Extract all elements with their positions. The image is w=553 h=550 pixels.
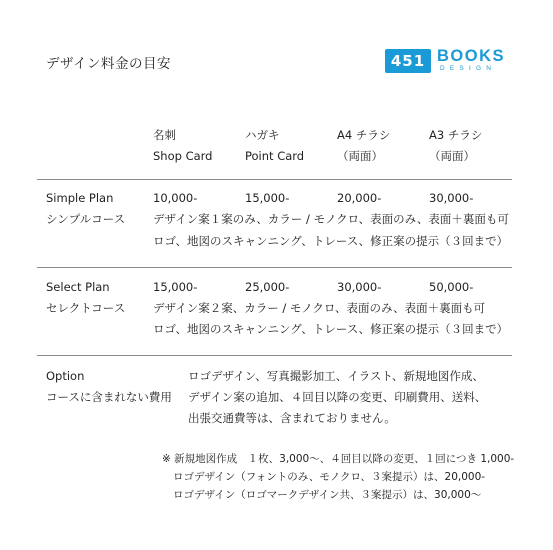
price-cell: 15,000- [153, 280, 198, 294]
plan-detail: デザイン案２案、カラー / モノクロ、表面のみ、表面＋裏面も可 [153, 301, 486, 315]
divider [37, 179, 512, 180]
option-name-jp: コースに含まれない費用 [46, 390, 172, 404]
column-header-line1: A4 チラシ [337, 128, 391, 142]
footnote: ロゴデザイン（フォントのみ、モノクロ、３案提示）は、20,000- [173, 471, 486, 483]
price-cell: 20,000- [337, 191, 382, 205]
column-header-line1: ハガキ [245, 128, 280, 142]
footnote: ※ 新規地図作成 １枚、3,000〜、４回目以降の変更、１回につき 1,000- [162, 453, 515, 465]
price-cell: 25,000- [245, 280, 290, 294]
price-cell: 30,000- [429, 191, 474, 205]
option-detail: デザイン案の追加、４回目以降の変更、印刷費用、送料、 [188, 390, 487, 404]
price-cell: 10,000- [153, 191, 198, 205]
logo-subtitle: DESIGN [440, 65, 497, 72]
price-cell: 30,000- [337, 280, 382, 294]
plan-name-en: Simple Plan [46, 191, 114, 205]
option-name-en: Option [46, 369, 85, 383]
column-header-line2: Point Card [245, 149, 305, 163]
column-header-line1: 名刺 [153, 128, 176, 142]
plan-name-jp: シンプルコース [46, 212, 126, 226]
plan-name-en: Select Plan [46, 280, 110, 294]
option-detail: 出張交通費等は、含まれておりません。 [188, 411, 396, 425]
footnote: ロゴデザイン（ロゴマークデザイン共、３案提示）は、30,000〜 [173, 489, 482, 501]
price-cell: 50,000- [429, 280, 474, 294]
column-header-line1: A3 チラシ [429, 128, 483, 142]
divider [37, 267, 512, 268]
plan-detail: ロゴ、地図のスキャンニング、トレース、修正案の提示（３回まで） [153, 234, 509, 248]
logo-name: BOOKS [437, 47, 506, 65]
price-cell: 15,000- [245, 191, 290, 205]
logo-badge: 451 [385, 49, 431, 73]
plan-detail: デザイン案１案のみ、カラー / モノクロ、表面のみ、表面＋裏面も可 [153, 212, 509, 226]
column-header-line2: （両面） [337, 149, 383, 163]
divider [37, 355, 512, 356]
page-title: デザイン料金の目安 [46, 56, 172, 72]
option-detail: ロゴデザイン、写真撮影加工、イラスト、新規地図作成、 [188, 369, 484, 383]
plan-name-jp: セレクトコース [46, 301, 126, 315]
column-header-line2: （両面） [429, 149, 475, 163]
column-header-line2: Shop Card [153, 149, 213, 163]
plan-detail: ロゴ、地図のスキャンニング、トレース、修正案の提示（３回まで） [153, 322, 509, 336]
